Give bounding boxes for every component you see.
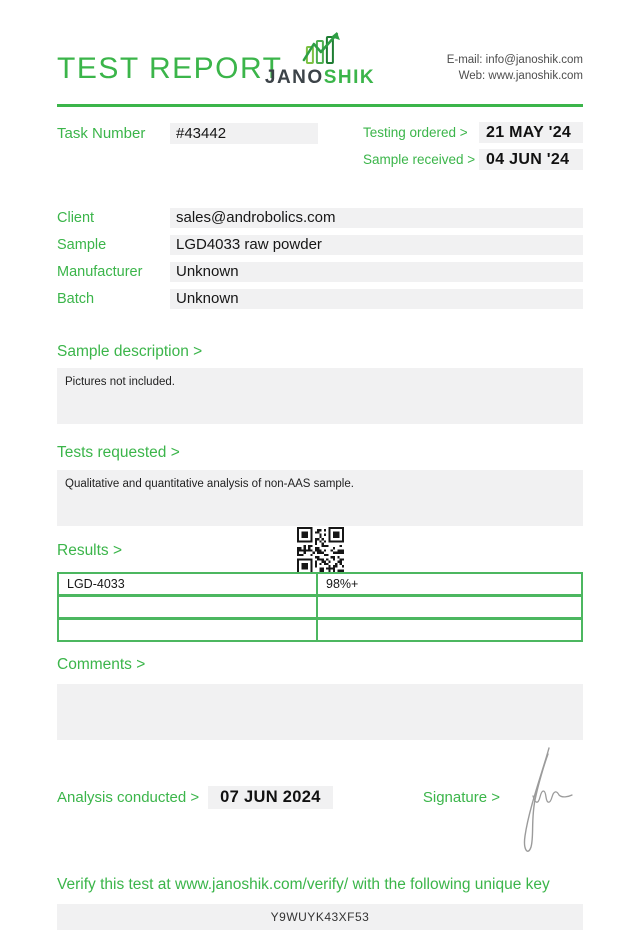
detail-row-sample bbox=[57, 235, 583, 255]
task-number-label: Task Number bbox=[57, 125, 146, 142]
analysis-conducted-label: Analysis conducted > bbox=[57, 789, 200, 806]
sample-received-row bbox=[363, 149, 583, 170]
detail-row-batch bbox=[57, 289, 583, 309]
logo-chart-icon bbox=[296, 32, 344, 66]
contact-info bbox=[447, 52, 583, 84]
comments-heading: Comments > bbox=[57, 656, 146, 673]
report-header bbox=[57, 36, 583, 98]
details-section bbox=[57, 208, 583, 316]
janoshik-logo bbox=[265, 32, 375, 89]
result-purity-cell bbox=[318, 620, 581, 640]
header-divider bbox=[57, 104, 583, 107]
result-substance-cell bbox=[59, 597, 318, 617]
dates-column bbox=[363, 122, 583, 176]
sample-received-value: 04 JUN '24 bbox=[479, 149, 583, 170]
client-label: Client bbox=[57, 210, 95, 226]
logo-text-green: SHIK bbox=[323, 67, 376, 88]
page-title: TEST REPORT bbox=[57, 52, 283, 85]
results-table-row bbox=[57, 595, 583, 619]
task-number-row bbox=[57, 123, 318, 144]
manufacturer-value: Unknown bbox=[170, 262, 583, 282]
email-line: E-mail: info@janoshik.com bbox=[446, 54, 583, 66]
result-purity-cell bbox=[318, 597, 581, 617]
results-table-row bbox=[57, 572, 583, 596]
detail-row-manufacturer bbox=[57, 262, 583, 282]
sample-description-box: Pictures not included. bbox=[57, 368, 583, 424]
testing-ordered-label: Testing ordered > bbox=[363, 125, 468, 140]
verify-text: Verify this test at www.janoshik.com/verify/ with the following unique key bbox=[57, 876, 550, 893]
results-table bbox=[57, 572, 583, 641]
comments-box bbox=[57, 684, 583, 740]
result-purity-cell: 98%+ bbox=[326, 577, 359, 591]
batch-label: Batch bbox=[57, 291, 95, 307]
testing-ordered-row bbox=[363, 122, 583, 143]
signature-label: Signature > bbox=[422, 789, 500, 806]
analysis-date-value: 07 JUN 2024 bbox=[208, 786, 333, 809]
task-number-value: #43442 bbox=[170, 123, 318, 144]
tests-requested-box: Qualitative and quantitative analysis of non-AAS sample. bbox=[57, 470, 583, 526]
logo-text-dark: JANO bbox=[264, 67, 324, 88]
analysis-conducted-row bbox=[57, 786, 333, 809]
signature-image bbox=[503, 740, 583, 868]
logo-text bbox=[265, 67, 375, 89]
results-heading: Results > bbox=[57, 542, 123, 559]
web-line: Web: www.janoshik.com bbox=[458, 70, 583, 82]
sample-received-label: Sample received > bbox=[363, 152, 476, 167]
results-table-row bbox=[57, 618, 583, 642]
batch-value: Unknown bbox=[170, 289, 583, 309]
tests-requested-heading: Tests requested > bbox=[57, 444, 180, 461]
result-substance-cell bbox=[59, 620, 318, 640]
client-value: sales@androbolics.com bbox=[170, 208, 583, 228]
verify-key-value: Y9WUYK43XF53 bbox=[57, 904, 583, 930]
testing-ordered-value: 21 MAY '24 bbox=[479, 122, 583, 143]
qr-code-icon bbox=[297, 527, 344, 574]
sample-label: Sample bbox=[57, 237, 107, 253]
detail-row-client bbox=[57, 208, 583, 228]
sample-description-heading: Sample description > bbox=[57, 343, 203, 360]
result-substance-cell: LGD-4033 bbox=[59, 574, 318, 594]
manufacturer-label: Manufacturer bbox=[57, 264, 143, 280]
sample-value: LGD4033 raw powder bbox=[170, 235, 583, 255]
